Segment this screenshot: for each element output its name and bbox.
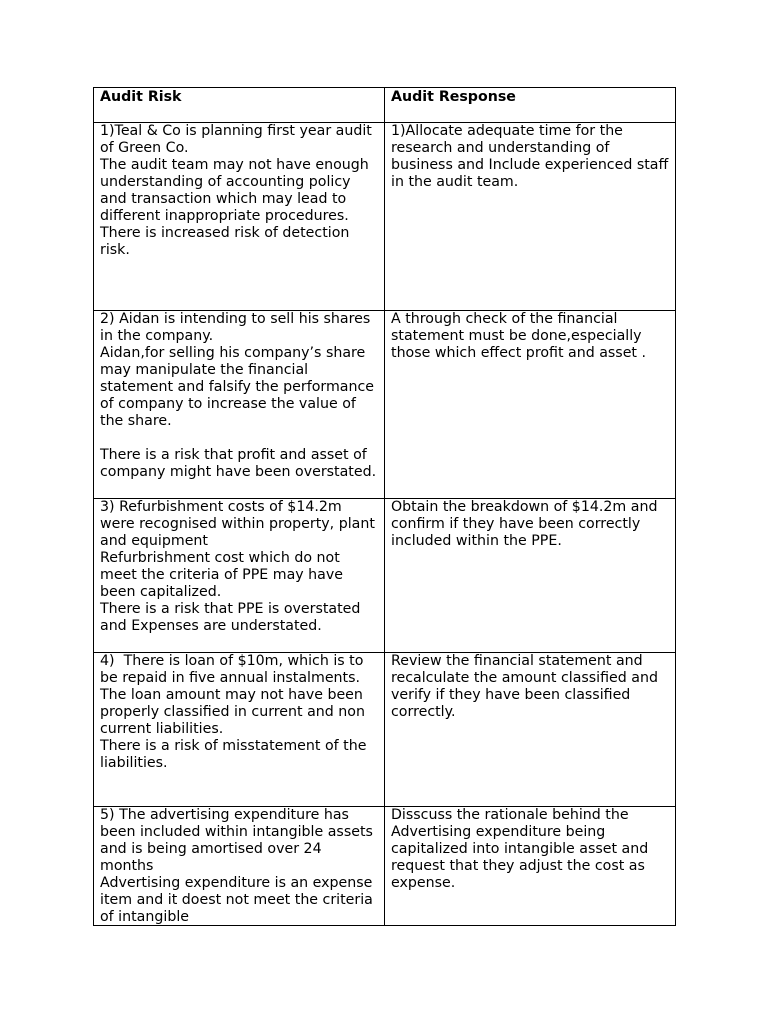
response-text: 1)Allocate adequate time for the research and understanding of business and Include experienced staff in the audit team. — [391, 123, 673, 190]
risk-cell — [94, 123, 385, 311]
response-text: Disscuss the rationale behind the Advertising expenditure being capitalized into intangible asset and request that they adjust the cost as expense. — [391, 807, 653, 891]
risk-text: 2) Aidan is intending to sell his shares in the company. Aidan,for selling his company’s share may manipulate the financial statement and falsify the performance of company to increase the value of the share. There is a risk that profit and asset of company might have been overstated. — [100, 311, 377, 480]
response-cell — [385, 123, 676, 311]
response-text: Review the financial statement and recalculate the amount classified and verify if they have been classified correctly. — [391, 653, 663, 720]
risk-text: 4) There is loan of $10m, which is to be repaid in five annual instalments. The loan amount may not have been properly classified in current and non current liabilities. There is a risk of misstatement of the liabilities. — [100, 653, 367, 771]
risk-cell — [94, 807, 385, 926]
risk-text: 5) The advertising expenditure has been included within intangible assets and is being amortised over 24 months Advertising expenditure is an expense item and it doest not meet the criteria of intangible — [100, 807, 373, 925]
table-row — [94, 807, 676, 926]
response-cell — [385, 807, 676, 926]
audit-risk-table — [93, 87, 676, 926]
risk-cell — [94, 499, 385, 653]
response-text: Obtain the breakdown of $14.2m and confirm if they have been correctly included within the PPE. — [391, 499, 662, 549]
header-audit-risk: Audit Risk — [94, 88, 385, 123]
response-cell — [385, 311, 676, 499]
risk-cell — [94, 653, 385, 807]
table-row — [94, 653, 676, 807]
risk-cell — [94, 311, 385, 499]
table-row — [94, 123, 676, 311]
risk-text: 1)Teal & Co is planning first year audit of Green Co. The audit team may not have enough understanding of accounting policy and transaction which may lead to different inappropriate procedures. There is increased risk of detection risk. — [100, 123, 372, 258]
header-audit-response: Audit Response — [385, 88, 676, 123]
table-header-row — [94, 88, 676, 123]
response-cell — [385, 653, 676, 807]
table-row — [94, 311, 676, 499]
risk-text: 3) Refurbishment costs of $14.2m were recognised within property, plant and equipment Refurbrishment cost which do not meet the criteria of PPE may have been capitalized. There is a risk that PPE is overstated and Expenses are understated. — [100, 499, 375, 634]
response-cell — [385, 499, 676, 653]
response-text: A through check of the financial statement must be done,especially those which effect profit and asset . — [391, 311, 647, 361]
table-row — [94, 499, 676, 653]
